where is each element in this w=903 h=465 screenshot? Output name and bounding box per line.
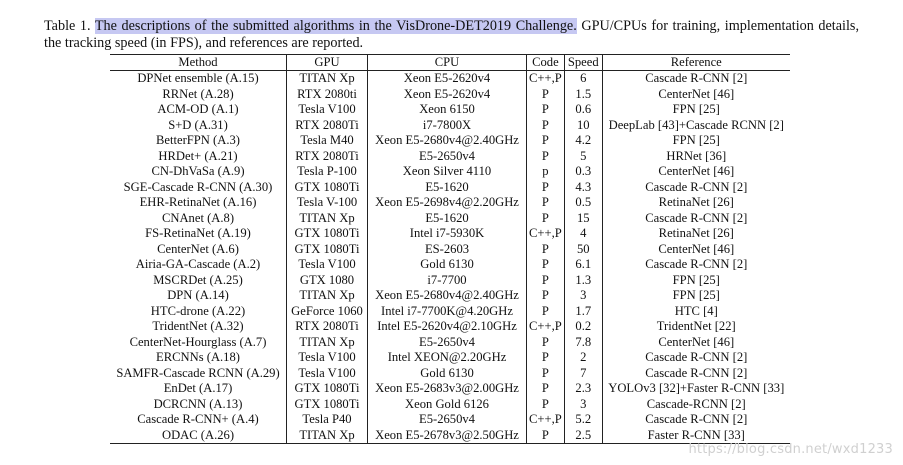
cell-method: MSCRDet (A.25) [153,272,243,287]
cell-method: TridentNet (A.32) [152,319,244,334]
cell-reference: Cascade R-CNN [2] [602,211,790,227]
table-row [110,257,790,273]
cell-reference: FPN [25] [602,133,790,149]
table-row [110,211,790,227]
cell-method: HRDet+ (A.21) [158,148,238,163]
cell-reference: FPN [25] [602,288,790,304]
cell-gpu: TITAN Xp [287,211,368,227]
table-row [110,273,790,289]
cell-method: EnDet (A.17) [163,381,233,396]
cell-speed: 0.3 [564,164,602,180]
cell-speed: 3 [564,288,602,304]
cell-method: S+D (A.31) [168,117,228,132]
cell-cpu: Xeon 6150 [368,102,527,118]
cell-cpu: Intel i7-5930K [368,226,527,242]
watermark-text: https://blog.csdn.net/wxd1233 [688,442,893,457]
cell-speed: 0.6 [564,102,602,118]
cell-gpu: TITAN Xp [287,288,368,304]
cell-cpu: E5-2650v4 [368,412,527,428]
cell-code: P [527,133,565,149]
table-row [110,397,790,413]
cell-reference: CenterNet [46] [602,242,790,258]
cell-cpu: Gold 6130 [368,366,527,382]
cell-reference: CenterNet [46] [602,164,790,180]
cell-cpu: i7-7700 [368,273,527,289]
cell-code: C++,P [527,71,565,87]
cell-method: CNAnet (A.8) [161,210,235,225]
header-gpu: GPU [287,55,368,71]
cell-speed: 2 [564,350,602,366]
cell-gpu: GTX 1080Ti [287,242,368,258]
cell-gpu: GeForce 1060 [287,304,368,320]
table-row [110,350,790,366]
cell-speed: 50 [564,242,602,258]
cell-code: P [527,118,565,134]
cell-code: C++,P [527,412,565,428]
cell-cpu: Xeon E5-2620v4 [368,87,527,103]
cell-speed: 1.3 [564,273,602,289]
cell-code: P [527,335,565,351]
cell-code: P [527,350,565,366]
cell-method: ERCNNs (A.18) [156,350,240,365]
cell-speed: 1.7 [564,304,602,320]
cell-reference: Cascade R-CNN [2] [602,180,790,196]
cell-gpu: Tesla V100 [287,350,368,366]
cell-method: EHR-RetinaNet (A.16) [139,195,257,210]
cell-code: C++,P [527,319,565,335]
cell-gpu: Tesla V-100 [287,195,368,211]
cell-gpu: Tesla P40 [287,412,368,428]
cell-speed: 5.2 [564,412,602,428]
cell-method: SGE-Cascade R-CNN (A.30) [123,179,273,194]
cell-method: CN-DhVaSa (A.9) [151,164,245,179]
cell-code: C++,P [527,226,565,242]
cell-code: P [527,288,565,304]
cell-reference: RetinaNet [26] [602,195,790,211]
cell-method: RRNet (A.28) [162,86,234,101]
cell-gpu: Tesla M40 [287,133,368,149]
cell-reference: CenterNet [46] [602,87,790,103]
header-code: Code [527,55,565,71]
cell-reference: Cascade R-CNN [2] [602,350,790,366]
cell-code: P [527,257,565,273]
table-row [110,118,790,134]
cell-gpu: RTX 2080Ti [287,149,368,165]
cell-gpu: GTX 1080Ti [287,397,368,413]
cell-cpu: Gold 6130 [368,257,527,273]
cell-cpu: Xeon E5-2680v4@2.40GHz [368,288,527,304]
cell-reference: TridentNet [22] [602,319,790,335]
cell-code: P [527,102,565,118]
cell-gpu: TITAN Xp [287,71,368,87]
cell-method: Cascade R-CNN+ (A.4) [137,412,259,427]
cell-reference: CenterNet [46] [602,335,790,351]
cell-cpu: Xeon Silver 4110 [368,164,527,180]
cell-speed: 0.5 [564,195,602,211]
cell-cpu: E5-2650v4 [368,149,527,165]
table-row [110,319,790,335]
cell-cpu: Xeon E5-2698v4@2.20GHz [368,195,527,211]
cell-speed: 4.2 [564,133,602,149]
table-row [110,102,790,118]
cell-cpu: Xeon E5-2683v3@2.00GHz [368,381,527,397]
table-row [110,335,790,351]
header-reference: Reference [602,55,790,71]
header-speed: Speed [564,55,602,71]
cell-cpu: ES-2603 [368,242,527,258]
cell-reference: Cascade R-CNN [2] [602,366,790,382]
cell-code: P [527,304,565,320]
cell-gpu: Tesla V100 [287,257,368,273]
cell-method: CenterNet-Hourglass (A.7) [129,334,267,349]
cell-gpu: TITAN Xp [287,335,368,351]
cell-code: p [527,164,565,180]
cell-gpu: Tesla P-100 [287,164,368,180]
cell-cpu: Intel E5-2620v4@2.10GHz [368,319,527,335]
cell-speed: 6.1 [564,257,602,273]
cell-reference: Cascade R-CNN [2] [602,412,790,428]
cell-speed: 10 [564,118,602,134]
cell-method: SAMFR-Cascade RCNN (A.29) [116,365,280,380]
cell-method: ACM-OD (A.1) [157,102,239,117]
cell-speed: 7.8 [564,335,602,351]
caption-rest-text: GPU/CPUs for training, implementation details, the tracking speed (in FPS), and references are reported. [44,18,859,51]
cell-method: DPNet ensemble (A.15) [137,71,259,86]
cell-reference: YOLOv3 [32]+Faster R-CNN [33] [602,381,790,397]
cell-cpu: Xeon E5-2678v3@2.50GHz [368,428,527,444]
cell-code: P [527,149,565,165]
table-row [110,304,790,320]
cell-method: CenterNet (A.6) [157,241,239,256]
caption-label: Table 1. [44,18,91,34]
cell-code: P [527,273,565,289]
cell-code: P [527,195,565,211]
cell-gpu: RTX 2080ti [287,87,368,103]
cell-method: BetterFPN (A.3) [156,133,240,148]
table-row [110,71,790,87]
table-row [110,412,790,428]
cell-cpu: Xeon E5-2680v4@2.40GHz [368,133,527,149]
cell-code: P [527,242,565,258]
cell-method: DPN (A.14) [167,288,229,303]
cell-speed: 6 [564,71,602,87]
cell-gpu: GTX 1080Ti [287,381,368,397]
cell-reference: FPN [25] [602,102,790,118]
cell-speed: 0.2 [564,319,602,335]
cell-code: P [527,211,565,227]
cell-speed: 15 [564,211,602,227]
cell-gpu: GTX 1080Ti [287,226,368,242]
cell-speed: 5 [564,149,602,165]
cell-reference: RetinaNet [26] [602,226,790,242]
cell-cpu: E5-1620 [368,180,527,196]
cell-method: ODAC (A.26) [110,428,287,444]
table-row [110,149,790,165]
cell-code: P [527,180,565,196]
cell-reference: Cascade R-CNN [2] [602,71,790,87]
cell-method: HTC-drone (A.22) [150,303,246,318]
cell-gpu: Tesla V100 [287,366,368,382]
cell-gpu: GTX 1080Ti [287,180,368,196]
cell-gpu: TITAN Xp [287,428,368,444]
cell-code: P [527,366,565,382]
cell-code: P [527,87,565,103]
cell-gpu: RTX 2080Ti [287,118,368,134]
table-caption [44,18,859,52]
cell-speed: 2.3 [564,381,602,397]
cell-reference: FPN [25] [602,273,790,289]
cell-cpu: Xeon E5-2620v4 [368,71,527,87]
cell-reference: DeepLab [43]+Cascade RCNN [2] [602,118,790,134]
cell-speed: 4.3 [564,180,602,196]
cell-cpu: i7-7800X [368,118,527,134]
cell-code: P [527,428,565,444]
table-row [110,226,790,242]
cell-method: DCRCNN (A.13) [153,396,243,411]
table-header [110,55,790,71]
table-row [110,133,790,149]
cell-method: Airia-GA-Cascade (A.2) [135,257,261,272]
cell-cpu: Intel XEON@2.20GHz [368,350,527,366]
table-row [110,87,790,103]
table-body [110,71,790,444]
table-row [110,381,790,397]
cell-reference: Cascade-RCNN [2] [602,397,790,413]
table-row [110,164,790,180]
table-row [110,366,790,382]
cell-reference: HTC [4] [602,304,790,320]
table-row [110,180,790,196]
table-row [110,242,790,258]
cell-cpu: Intel i7-7700K@4.20GHz [368,304,527,320]
cell-reference: Cascade R-CNN [2] [602,257,790,273]
cell-cpu: Xeon Gold 6126 [368,397,527,413]
table-row [110,195,790,211]
cell-reference: Faster R-CNN [33] [602,428,790,444]
cell-cpu: E5-2650v4 [368,335,527,351]
cell-cpu: E5-1620 [368,211,527,227]
cell-speed: 7 [564,366,602,382]
cell-code: P [527,397,565,413]
caption-highlighted-text[interactable]: The descriptions of the submitted algorithms in the VisDrone-DET2019 Challenge. [94,18,577,34]
cell-method: FS-RetinaNet (A.19) [145,226,251,241]
cell-speed: 3 [564,397,602,413]
cell-code: P [527,381,565,397]
header-method: Method [110,55,287,71]
header-cpu: CPU [368,55,527,71]
header-row [110,55,790,71]
cell-speed: 2.5 [564,428,602,444]
algorithms-table [110,54,790,444]
cell-speed: 4 [564,226,602,242]
cell-gpu: Tesla V100 [287,102,368,118]
cell-speed: 1.5 [564,87,602,103]
cell-gpu: RTX 2080Ti [287,319,368,335]
cell-reference: HRNet [36] [602,149,790,165]
cell-gpu: GTX 1080 [287,273,368,289]
table-row [110,288,790,304]
